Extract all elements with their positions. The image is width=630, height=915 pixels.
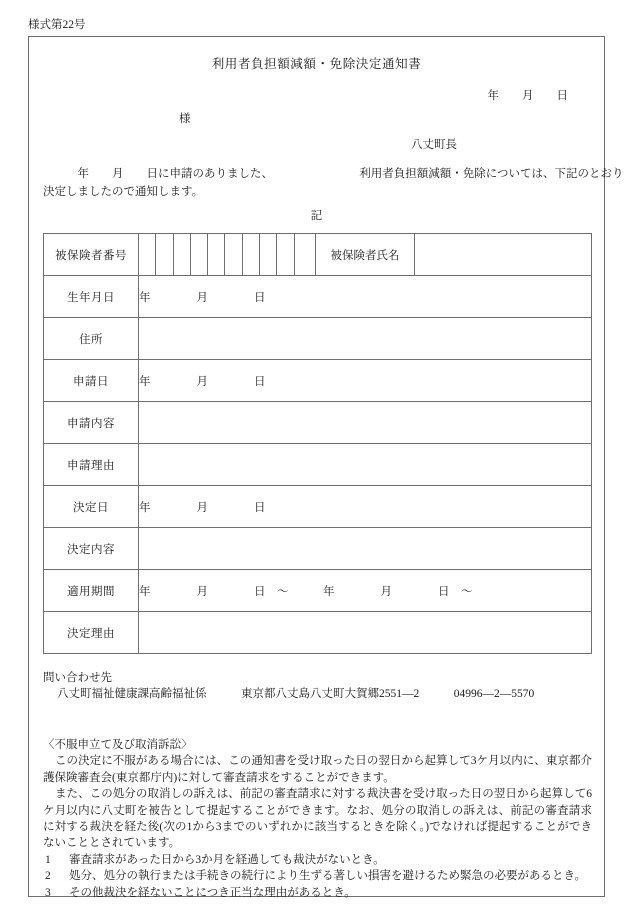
- list-item-text: 処分、処分の執行または手続きの続行により生ずる著しい損害を避けるため緊急の必要があるとき。: [69, 870, 587, 883]
- table-row: [44, 570, 592, 612]
- table-row: [44, 444, 592, 486]
- value-insured-name[interactable]: [415, 234, 592, 276]
- insured-number-cell[interactable]: [208, 234, 225, 275]
- page-title: 利用者負担額減額・免除決定通知書: [211, 57, 422, 71]
- insured-number-grid-cells: [139, 234, 315, 275]
- list-item-text: その他裁決を経ないことにつき正当な理由があるとき。: [69, 886, 356, 899]
- appeal-paragraph-1: この決定に不服がある場合には、この通知書を受け取った日の翌日から起算して3ケ月以内に、東京都介護保険審査会(東京都庁内)に対して審査請求をすることができます。: [43, 755, 592, 784]
- value-decision-reason[interactable]: [139, 612, 592, 654]
- table-row-insured-number: [44, 234, 592, 276]
- value-application-content[interactable]: [139, 402, 592, 444]
- table-row: [44, 486, 592, 528]
- list-item: [43, 852, 592, 868]
- value-address[interactable]: [139, 318, 592, 360]
- value-decision-content[interactable]: [139, 528, 592, 570]
- contact-detail: 八丈町福祉健康課高齢福祉係 東京都八丈島八丈町大賀郷2551—2 04996—2—5570: [57, 688, 535, 700]
- body-paragraph: [43, 165, 624, 201]
- addressee-suffix: 様: [179, 113, 191, 125]
- label-insured-number: 被保険者番号: [44, 234, 139, 276]
- label-address: 住所: [44, 318, 139, 360]
- insured-number-cell[interactable]: [225, 234, 242, 275]
- form-number-label: 様式第22号: [28, 19, 86, 31]
- insured-number-cell[interactable]: [277, 234, 294, 275]
- label-birth-date: 生年月日: [44, 276, 139, 318]
- value-application-reason[interactable]: [139, 444, 592, 486]
- insured-number-grid[interactable]: [139, 234, 316, 276]
- table-row: [44, 402, 592, 444]
- notice-sheet: [28, 36, 624, 899]
- list-item-number: 1: [45, 853, 51, 866]
- issuer-name: 八丈町長: [411, 139, 457, 151]
- appeal-notice-title: 〈不服申立て及び取消訴訟〉: [43, 739, 193, 751]
- list-item: [43, 868, 592, 884]
- appeal-exception-list: [43, 852, 592, 901]
- label-decision-date: 決定日: [44, 486, 139, 528]
- insured-number-cell[interactable]: [243, 234, 260, 275]
- insured-number-cell[interactable]: [156, 234, 173, 275]
- decision-details-table: [43, 233, 592, 654]
- value-decision-date[interactable]: 年 月 日: [139, 486, 592, 528]
- label-application-content: 申請内容: [44, 402, 139, 444]
- table-row: [44, 360, 592, 402]
- insured-number-cell[interactable]: [191, 234, 208, 275]
- issue-date-line: 年 月 日: [487, 90, 568, 102]
- label-decision-reason: 決定理由: [44, 612, 139, 654]
- value-applicable-period[interactable]: 年 月 日 ～ 年 月 日 ～: [139, 570, 592, 612]
- label-applicable-period: 適用期間: [44, 570, 139, 612]
- appeal-paragraph-2: また、この処分の取消しの訴えは、前記の審査請求に対する裁決書を受け取った日の翌日から起算して6ケ月以内に八丈町を被告として提起することができます。なお、処分の取消しの訴えは、前記の審査請求に対する裁決を経た後(次の1から3までのいずれかに該当するときを除く。)でなければ提起することができないこととされています。: [43, 788, 592, 850]
- value-birth-date[interactable]: 年 月 日: [139, 276, 592, 318]
- insured-number-cell[interactable]: [295, 234, 311, 275]
- list-item: [43, 885, 592, 901]
- label-application-reason: 申請理由: [44, 444, 139, 486]
- contact-block: [43, 670, 534, 702]
- table-row: [44, 528, 592, 570]
- decision-details-body: [44, 234, 592, 654]
- table-row: [44, 318, 592, 360]
- table-row: [44, 612, 592, 654]
- body-paragraph-line-2: 決定しましたので通知します。: [43, 186, 204, 198]
- list-item-number: 2: [45, 870, 51, 883]
- label-application-date: 申請日: [44, 360, 139, 402]
- label-decision-content: 決定内容: [44, 528, 139, 570]
- insured-number-cell[interactable]: [260, 234, 277, 275]
- value-application-date[interactable]: 年 月 日: [139, 360, 592, 402]
- list-item-text: 審査請求があった日から3か月を経過しても裁決がないとき。: [69, 853, 385, 866]
- list-item-number: 3: [45, 886, 51, 899]
- insured-number-cell[interactable]: [139, 234, 156, 275]
- sheet-inner: [29, 37, 624, 899]
- body-paragraph-line-1: 年 月 日に申請のありました、 利用者負担額減額・免除については、下記のとおり: [43, 168, 624, 180]
- contact-heading: 問い合わせ先: [43, 672, 112, 684]
- appeal-notice-block: [43, 737, 592, 901]
- ki-marker: 記: [310, 210, 323, 222]
- label-insured-name: 被保険者氏名: [316, 234, 415, 276]
- table-row: [44, 276, 592, 318]
- insured-number-cell[interactable]: [174, 234, 191, 275]
